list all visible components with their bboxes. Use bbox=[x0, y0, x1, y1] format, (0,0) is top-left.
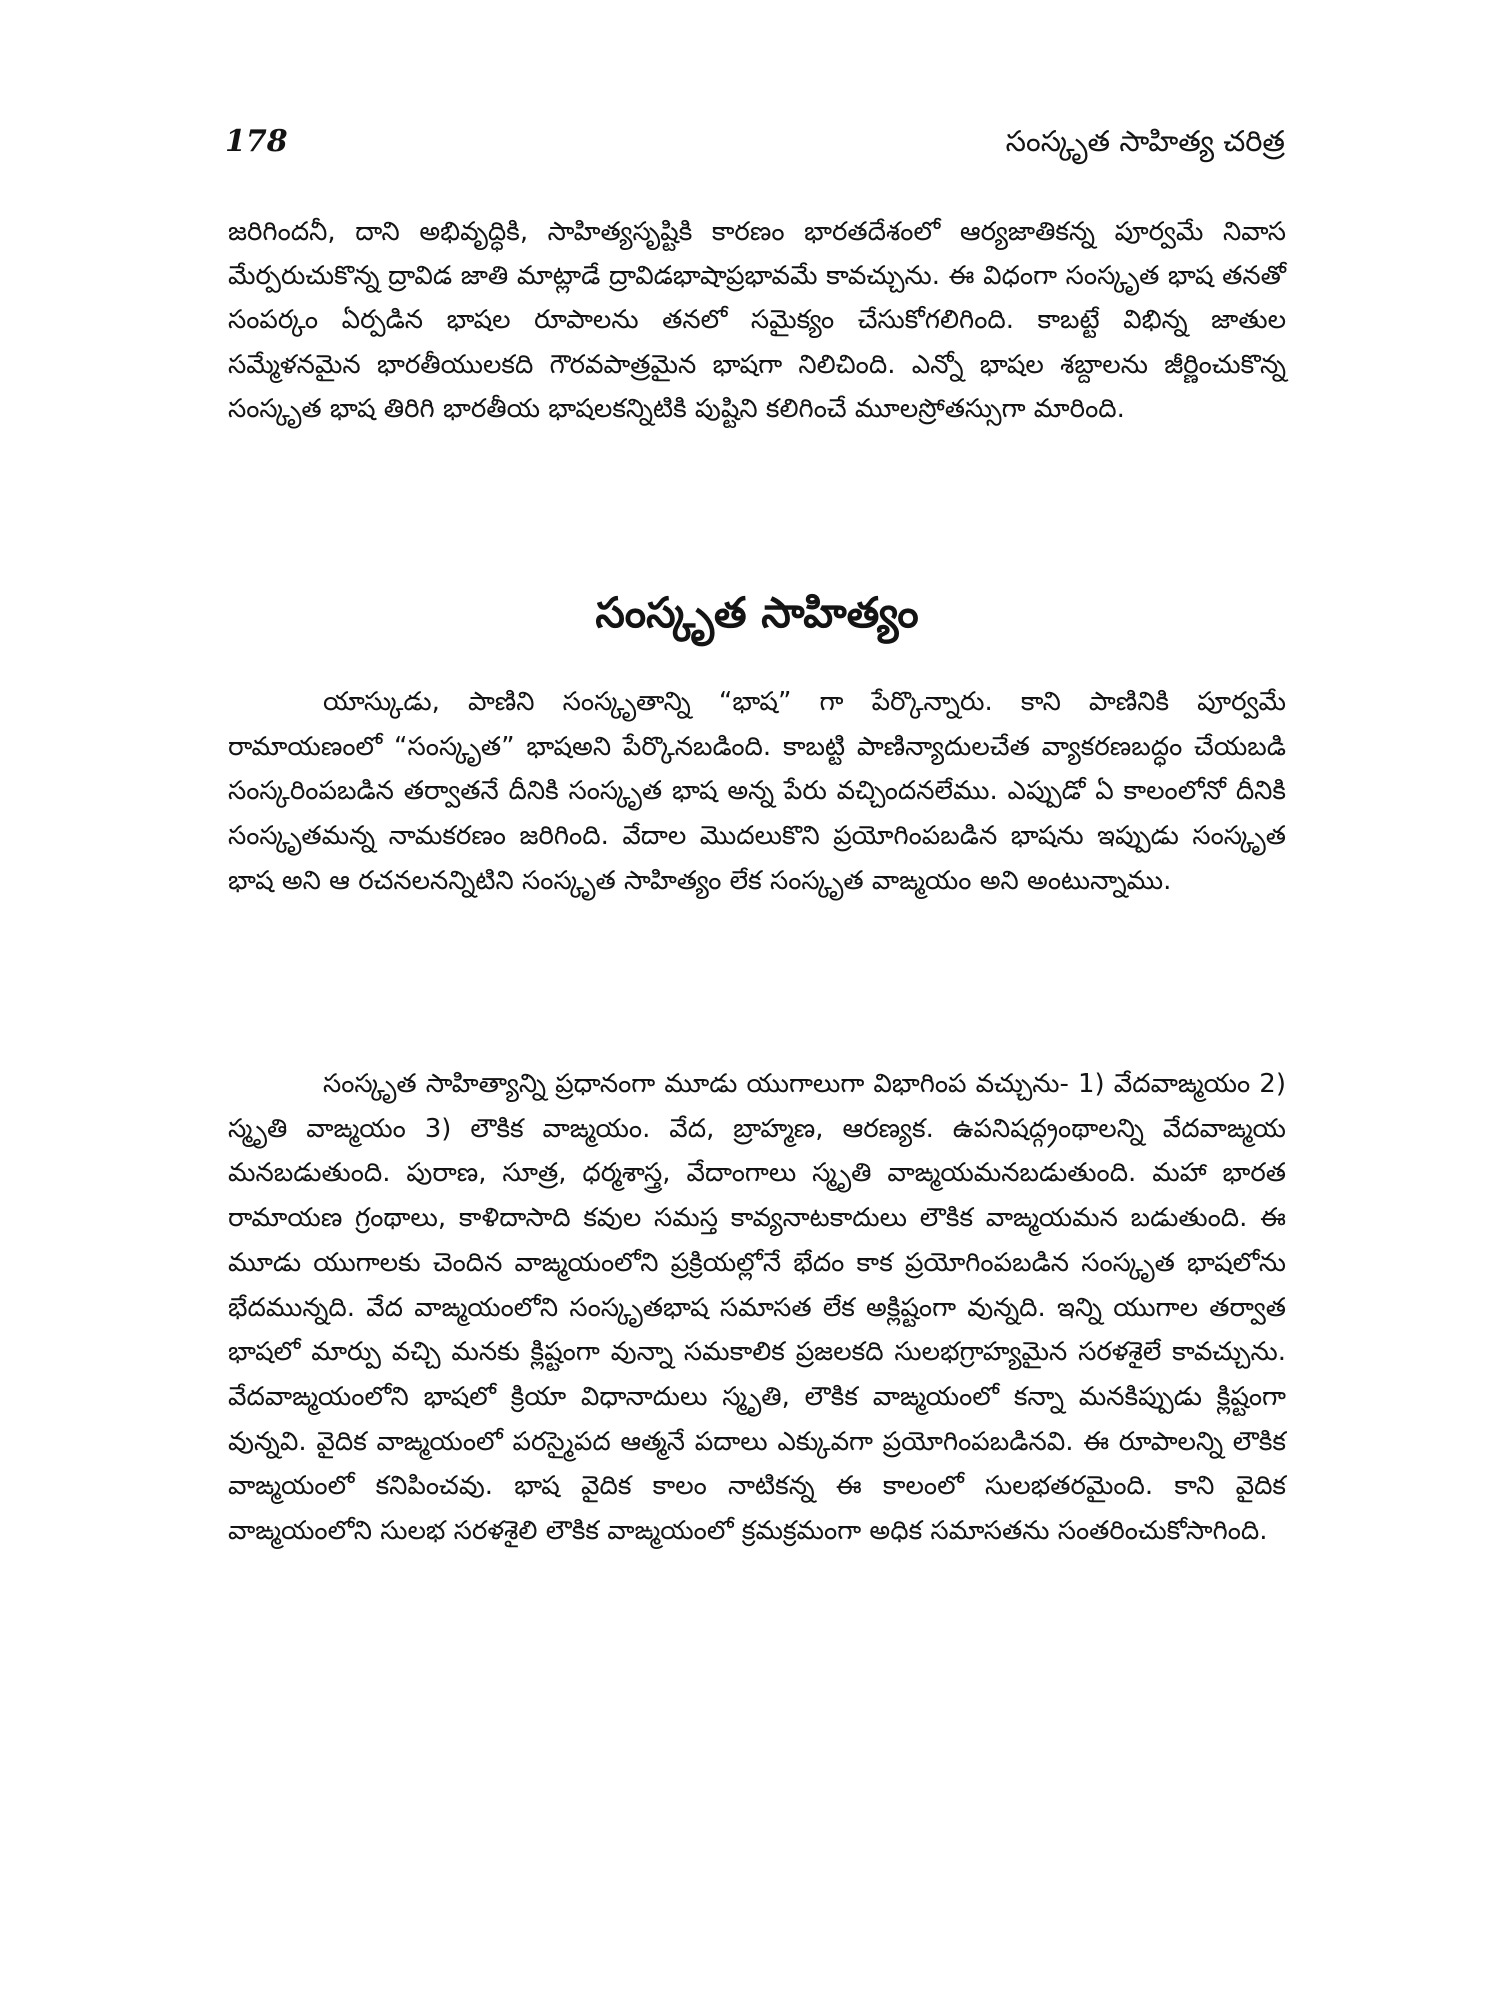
running-title: సంస్కృత సాహిత్య చరిత్ర bbox=[1005, 124, 1285, 158]
section-heading: సంస్కృత సాహిత్యం bbox=[595, 588, 919, 637]
paragraph-continued: జరిగిందనీ, దాని అభివృద్ధికి, సాహిత్యసృష్టికి కారణం భారతదేశంలో ఆర్యజాతికన్న పూర్వమే నివాస మేర్పరుచుకొన్న ద్రావిడ జాతి మాట్లాడే ద్రావిడభాషాప్రభావమే కావచ్చును. ఈ విధంగా సంస్కృత భాష తనతో సంపర్కం ఏర్పడిన భాషల రూపాలను తనలో సమైక్యం చేసుకోగలిగింది. కాబట్టే విభిన్న జాతుల సమ్మేళనమైన భారతీయులకది గౌరవపాత్రమైన భాషగా నిలిచింది. ఎన్నో భాషల శబ్దాలను జీర్ణించుకొన్న సంస్కృత భాష తిరిగి భారతీయ భాషలకన్నిటికి పుష్టిని కలిగించే మూలస్రోతస్సుగా మారింది. bbox=[228, 217, 1286, 424]
paragraph-three-eras: సంస్కృత సాహిత్యాన్ని ప్రధానంగా మూడు యుగాలుగా విభాగింప వచ్చును- 1) వేదవాఙ్మయం 2) స్మృతి వాఙ్మయం 3) లౌకిక వాఙ్మయం. వేద, బ్రాహ్మణ, ఆరణ్యక. ఉపనిషద్గ్రంథాలన్ని వేదవాఙ్మయ మనబడుతుంది. పురాణ, సూత్ర, ధర్మశాస్త్ర, వేదాంగాలు స్మృతి వాఙ్మయమనబడుతుంది. మహా భారత రామాయణ గ్రంథాలు, కాళిదాసాది కవుల సమస్త కావ్యనాటకాదులు లౌకిక వాఙ్మయమన బడుతుంది. ఈ మూడు యుగాలకు చెందిన వాఙ్మయంలోని ప్రక్రియల్లోనే భేదం కాక ప్రయోగింపబడిన సంస్కృత భాషలోను భేదమున్నది. వేద వాఙ్మయంలోని సంస్కృతభాష సమాసత లేక అక్లిష్టంగా వున్నది. ఇన్ని యుగాల తర్వాత భాషలో మార్పు వచ్చి మనకు క్లిష్టంగా వున్నా సమకాలిక ప్రజలకది సులభగ్రాహ్యమైన సరళశైలే కావచ్చును. వేదవాఙ్మయంలోని భాషలో క్రియా విధానాదులు స్మృతి, లౌకిక వాఙ్మయంలో కన్నా మనకిప్పుడు క్లిష్టంగా వున్నవి. వైదిక వాఙ్మయంలో పరస్మైపద ఆత్మనే పదాలు ఎక్కువగా ప్రయోగింపబడినవి. ఈ రూపాలన్ని లౌకిక వాఙ్మయంలో కనిపించవు. భాష వైదిక కాలం నాటికన్న ఈ కాలంలో సులభతరమైంది. కాని వైదిక వాఙ్మయంలోని సులభ సరళశైలి లౌకిక వాఙ్మయంలో క్రమక్రమంగా అధిక సమాసతను సంతరించుకోసాగింది. bbox=[228, 1069, 1286, 1547]
paragraph-sanskrit-naming: యాస్కుడు, పాణిని సంస్కృతాన్ని “భాష” గా పేర్కొన్నారు. కాని పాణినికి పూర్వమే రామాయణంలో “సంస్కృత” భాషఅని పేర్కొనబడింది. కాబట్టి పాణిన్యాదులచేత వ్యాకరణబద్ధం చేయబడి సంస్కరింపబడిన తర్వాతనే దీనికి సంస్కృత భాష అన్న పేరు వచ్చిందనలేము. ఎప్పుడో ఏ కాలంలోనో దీనికి సంస్కృతమన్న నామకరణం జరిగింది. వేదాల మొదలుకొని ప్రయోగింపబడిన భాషను ఇప్పుడు సంస్కృత భాష అని ఆ రచనలనన్నిటిని సంస్కృత సాహిత్యం లేక సంస్కృత వాఙ్మయం అని అంటున్నాము. bbox=[228, 687, 1286, 896]
page-header bbox=[225, 118, 1285, 178]
page-number: 178 bbox=[225, 124, 288, 159]
